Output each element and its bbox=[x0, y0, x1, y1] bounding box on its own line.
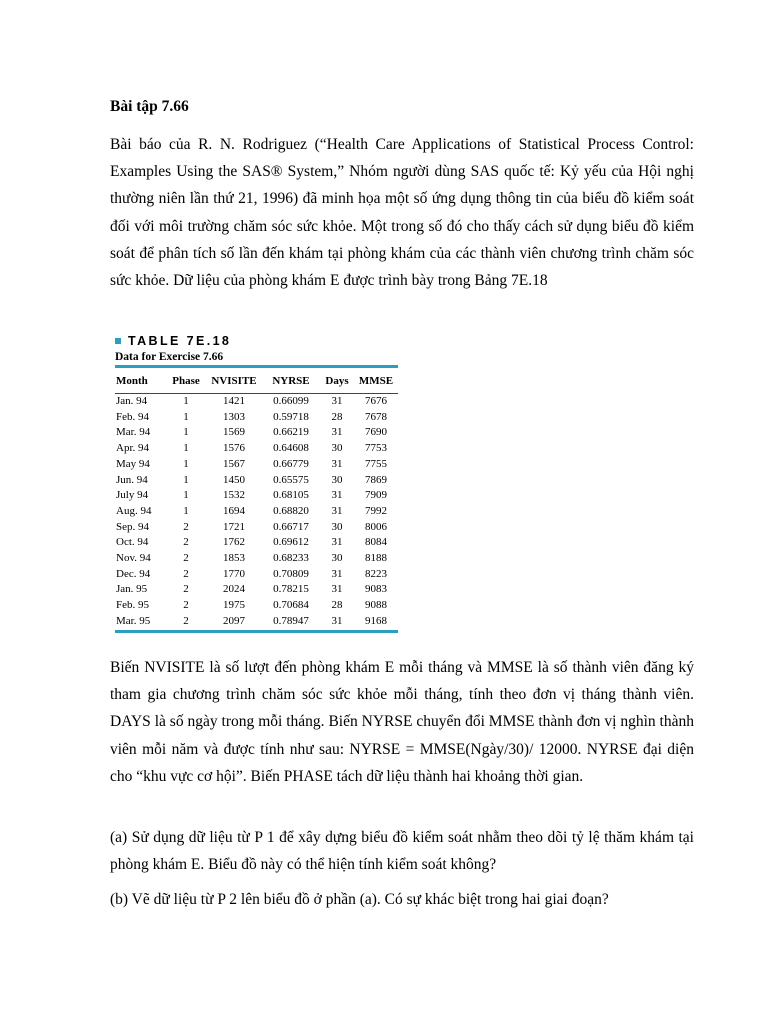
col-header-nyrse: NYRSE bbox=[262, 368, 320, 394]
cell-nvisite: 1567 bbox=[223, 457, 245, 470]
cell-nvisite: 1576 bbox=[223, 442, 245, 455]
cell-phase: 1 bbox=[183, 395, 189, 407]
cell-nvisite: 1694 bbox=[223, 504, 245, 517]
table-row bbox=[115, 614, 398, 630]
cell-nyrse: 0.68105 bbox=[273, 489, 309, 502]
cell-nyrse: 0.70809 bbox=[273, 567, 309, 580]
table-row bbox=[115, 488, 398, 504]
table-title bbox=[115, 334, 398, 349]
cell-month: May 94 bbox=[116, 457, 150, 470]
cell-mmse: 8006 bbox=[365, 520, 387, 533]
cell-nyrse: 0.70684 bbox=[273, 599, 309, 612]
intro-paragraph: Bài báo của R. N. Rodriguez (“Health Care Applications of Statistical Process Control: Examples Using the SAS® System,” Nhóm người dùng SAS quốc tế: Kỷ yếu của Hội nghị thường niên lần thứ 21, 1996) đã minh họa một số ứng dụng thông tin của biểu đồ kiểm soát đối với môi trường chăm sóc sức khỏe. Một trong số đó cho thấy cách sử dụng biểu đồ kiểm soát để phân tích số lần đến khám tại phòng khám của các thành viên chương trình chăm sóc sức khỏe. Dữ liệu của phòng khám E được trình bày trong Bảng 7E.18 bbox=[110, 136, 694, 290]
table-body bbox=[115, 394, 398, 630]
cell-nyrse: 0.66219 bbox=[273, 426, 309, 439]
cell-days: 31 bbox=[331, 504, 343, 517]
cell-month: Jan. 94 bbox=[116, 395, 148, 407]
cell-month: Nov. 94 bbox=[116, 552, 151, 565]
cell-phase: 2 bbox=[183, 567, 189, 580]
cell-nvisite: 1450 bbox=[223, 473, 245, 486]
table-row bbox=[115, 520, 398, 536]
cell-month: Mar. 94 bbox=[116, 426, 151, 439]
cell-month: Dec. 94 bbox=[116, 567, 151, 580]
cell-nyrse: 0.78947 bbox=[273, 614, 309, 627]
cell-nyrse: 0.66717 bbox=[273, 520, 309, 533]
cell-mmse: 9168 bbox=[365, 614, 387, 627]
cell-nvisite: 1762 bbox=[223, 536, 245, 549]
table-header-row bbox=[115, 368, 398, 394]
table-bottom-rule bbox=[115, 630, 398, 633]
cell-mmse: 7869 bbox=[365, 473, 387, 486]
cell-mmse: 7992 bbox=[365, 504, 387, 517]
cell-mmse: 8188 bbox=[365, 552, 387, 565]
cell-month: Sep. 94 bbox=[116, 520, 149, 533]
cell-nvisite: 1569 bbox=[223, 426, 245, 439]
cell-nyrse: 0.59718 bbox=[273, 410, 309, 423]
cell-nyrse: 0.69612 bbox=[273, 536, 309, 549]
cell-mmse: 9083 bbox=[365, 583, 387, 596]
cell-nyrse: 0.78215 bbox=[273, 583, 309, 596]
cell-phase: 2 bbox=[183, 583, 189, 596]
cell-phase: 2 bbox=[183, 552, 189, 565]
cell-mmse: 7690 bbox=[365, 426, 387, 439]
cell-mmse: 7676 bbox=[365, 395, 387, 407]
cell-nyrse: 0.65575 bbox=[273, 473, 309, 486]
cell-nyrse: 0.64608 bbox=[273, 442, 309, 455]
table-row bbox=[115, 551, 398, 567]
cell-days: 31 bbox=[331, 426, 343, 439]
cell-nvisite: 1853 bbox=[223, 552, 245, 565]
cell-mmse: 7909 bbox=[365, 489, 387, 502]
cell-nvisite: 1532 bbox=[223, 489, 245, 502]
table-row bbox=[115, 394, 398, 410]
question-b: (b) Vẽ dữ liệu từ P 2 lên biểu đồ ở phần (a). Có sự khác biệt trong hai giai đoạn? bbox=[110, 891, 609, 908]
table-row bbox=[115, 441, 398, 457]
cell-phase: 2 bbox=[183, 536, 189, 549]
cell-nvisite: 1303 bbox=[223, 410, 245, 423]
table-row bbox=[115, 410, 398, 426]
cell-days: 28 bbox=[331, 410, 343, 423]
cell-phase: 1 bbox=[183, 410, 189, 423]
bullet-square-icon bbox=[115, 338, 121, 344]
cell-nvisite: 1975 bbox=[223, 599, 245, 612]
col-header-phase: Phase bbox=[166, 368, 206, 394]
cell-phase: 2 bbox=[183, 520, 189, 533]
data-table bbox=[115, 368, 398, 630]
cell-days: 30 bbox=[331, 520, 343, 533]
cell-month: July 94 bbox=[116, 489, 149, 502]
cell-phase: 1 bbox=[183, 504, 189, 517]
cell-phase: 1 bbox=[183, 426, 189, 439]
cell-month: Feb. 94 bbox=[116, 410, 149, 423]
cell-days: 30 bbox=[331, 473, 343, 486]
cell-days: 31 bbox=[331, 567, 343, 580]
cell-days: 31 bbox=[331, 457, 343, 470]
table-title-text: TABLE 7E.18 bbox=[128, 334, 232, 348]
cell-mmse: 8223 bbox=[365, 567, 387, 580]
table-row bbox=[115, 504, 398, 520]
col-header-days: Days bbox=[320, 368, 354, 394]
cell-days: 31 bbox=[331, 395, 343, 407]
col-header-nvisite: NVISITE bbox=[206, 368, 262, 394]
cell-nvisite: 2024 bbox=[223, 583, 245, 596]
cell-phase: 2 bbox=[183, 599, 189, 612]
cell-month: Oct. 94 bbox=[116, 536, 149, 549]
cell-phase: 1 bbox=[183, 442, 189, 455]
question-a: (a) Sử dụng dữ liệu từ P 1 để xây dựng biểu đồ kiểm soát nhằm theo dõi tỷ lệ thăm khám tại phòng khám E. Biểu đồ này có thể hiện tính kiểm soát không? bbox=[110, 829, 694, 874]
cell-mmse: 7753 bbox=[365, 442, 387, 455]
cell-month: Feb. 95 bbox=[116, 599, 149, 612]
cell-month: Apr. 94 bbox=[116, 442, 149, 455]
cell-mmse: 7678 bbox=[365, 410, 387, 423]
cell-days: 31 bbox=[331, 489, 343, 502]
cell-days: 30 bbox=[331, 552, 343, 565]
cell-phase: 2 bbox=[183, 614, 189, 627]
cell-phase: 1 bbox=[183, 473, 189, 486]
table-row bbox=[115, 567, 398, 583]
cell-nyrse: 0.68820 bbox=[273, 504, 309, 517]
cell-mmse: 9088 bbox=[365, 599, 387, 612]
table-subtitle: Data for Exercise 7.66 bbox=[115, 351, 224, 363]
col-header-mmse: MMSE bbox=[354, 368, 398, 394]
cell-phase: 1 bbox=[183, 457, 189, 470]
cell-month: Aug. 94 bbox=[116, 504, 152, 517]
cell-days: 31 bbox=[331, 614, 343, 627]
table-row bbox=[115, 457, 398, 473]
cell-days: 30 bbox=[331, 442, 343, 455]
cell-nyrse: 0.68233 bbox=[273, 552, 309, 565]
table-row bbox=[115, 582, 398, 598]
cell-days: 31 bbox=[331, 583, 343, 596]
cell-mmse: 8084 bbox=[365, 536, 387, 549]
col-header-month: Month bbox=[115, 368, 166, 394]
cell-nvisite: 1770 bbox=[223, 567, 245, 580]
exercise-heading: Bài tập 7.66 bbox=[110, 98, 189, 115]
variables-paragraph: Biến NVISITE là số lượt đến phòng khám E mỗi tháng và MMSE là số thành viên đăng ký tham gia chương trình chăm sóc sức khỏe mỗi tháng, tính theo đơn vị tháng thành viên. DAYS là số ngày trong mỗi tháng. Biến NYRSE chuyển đổi MMSE thành đơn vị nghìn thành viên mỗi năm và được tính như sau: NYRSE = MMSE(Ngày/30)/ 12000. NYRSE đại diện cho “khu vực cơ hội”. Biến PHASE tách dữ liệu thành hai khoảng thời gian. bbox=[110, 659, 694, 785]
table-row bbox=[115, 425, 398, 441]
cell-days: 28 bbox=[331, 599, 343, 612]
cell-days: 31 bbox=[331, 536, 343, 549]
table-row bbox=[115, 535, 398, 551]
cell-nvisite: 1721 bbox=[223, 520, 245, 533]
table-row bbox=[115, 598, 398, 614]
cell-mmse: 7755 bbox=[365, 457, 387, 470]
cell-nyrse: 0.66779 bbox=[273, 457, 309, 470]
cell-phase: 1 bbox=[183, 489, 189, 502]
table-row bbox=[115, 473, 398, 489]
cell-month: Jun. 94 bbox=[116, 473, 148, 486]
cell-nvisite: 1421 bbox=[223, 395, 245, 407]
cell-month: Jan. 95 bbox=[116, 583, 148, 596]
cell-nyrse: 0.66099 bbox=[273, 395, 309, 407]
cell-nvisite: 2097 bbox=[223, 614, 245, 627]
cell-month: Mar. 95 bbox=[116, 614, 151, 627]
data-table-figure bbox=[115, 334, 398, 633]
